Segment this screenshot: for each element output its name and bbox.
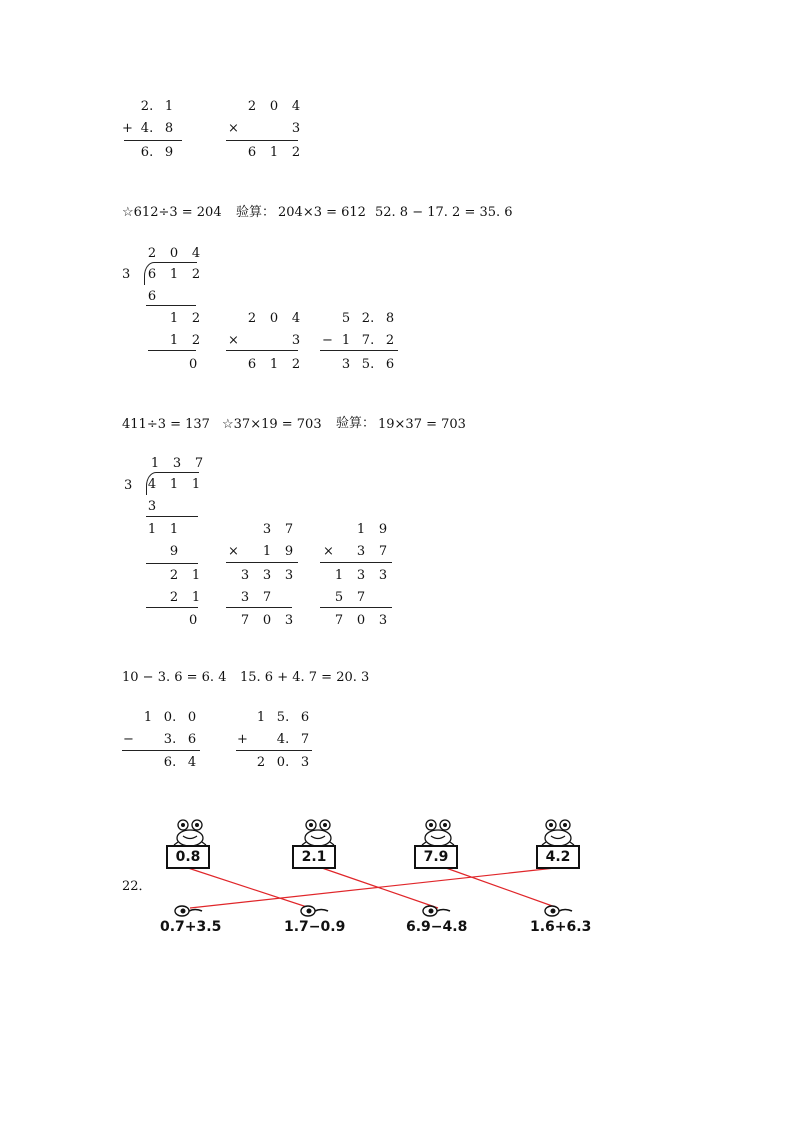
- digit: 6: [300, 710, 310, 725]
- frog-icon: [418, 816, 458, 846]
- divisor: 3: [122, 267, 131, 282]
- digit: 6: [385, 357, 395, 372]
- digit: 4: [147, 477, 157, 492]
- digit: 0: [262, 613, 272, 628]
- digit: 3: [172, 456, 182, 471]
- operator: −: [123, 732, 134, 747]
- tadpole-icon: [174, 904, 204, 918]
- digit: 6: [247, 145, 257, 160]
- digit: 2: [256, 755, 266, 770]
- frog-icon: [170, 816, 210, 846]
- digit: 7: [194, 456, 204, 471]
- verify-equation: 204×3 = 612: [278, 205, 366, 220]
- digit: 2.: [140, 99, 154, 114]
- digit: 2: [291, 145, 301, 160]
- digit: 7: [262, 590, 272, 605]
- digit: 7: [378, 544, 388, 559]
- digit: 1: [269, 357, 279, 372]
- divisor: 3: [124, 478, 133, 493]
- digit: 2: [247, 99, 257, 114]
- digit: 3: [147, 499, 157, 514]
- equation-411-div-3: 411÷3 = 137: [122, 417, 210, 432]
- digit: 2: [169, 590, 179, 605]
- digit: 3: [378, 613, 388, 628]
- digit: 3: [300, 755, 310, 770]
- digit: 1: [169, 267, 179, 282]
- digit: 7: [334, 613, 344, 628]
- digit: 1: [164, 99, 174, 114]
- tadpole-icon: [544, 904, 574, 918]
- digit: 3: [262, 522, 272, 537]
- digit: 8: [385, 311, 395, 326]
- digit: 7.: [361, 333, 375, 348]
- digit: 3: [291, 121, 301, 136]
- digit: 7: [300, 732, 310, 747]
- tadpole-icon: [422, 904, 452, 918]
- digit: 6: [247, 357, 257, 372]
- digit: 5: [334, 590, 344, 605]
- equation-612-div-3: ☆612÷3 = 204: [122, 205, 222, 220]
- digit: 6.: [163, 755, 177, 770]
- digit: 7: [356, 590, 366, 605]
- digit: 6: [147, 267, 157, 282]
- number-box: 2.1: [292, 845, 336, 869]
- expression: 0.7+3.5: [160, 919, 222, 935]
- digit: 3: [291, 333, 301, 348]
- digit: 1: [143, 710, 153, 725]
- digit: 2.: [361, 311, 375, 326]
- digit: 6.: [140, 145, 154, 160]
- digit: 2: [147, 246, 157, 261]
- digit: 7: [240, 613, 250, 628]
- digit: 3.: [163, 732, 177, 747]
- digit: 4: [291, 99, 301, 114]
- digit: 0: [356, 613, 366, 628]
- digit: 2: [191, 311, 201, 326]
- digit: 2: [385, 333, 395, 348]
- digit: 1: [169, 477, 179, 492]
- digit: 2: [169, 568, 179, 583]
- digit: 1: [256, 710, 266, 725]
- digit: 9: [164, 145, 174, 160]
- number-box: 4.2: [536, 845, 580, 869]
- expression: 1.7−0.9: [284, 919, 346, 935]
- digit: 0.: [163, 710, 177, 725]
- verify-label: 验算：: [236, 205, 276, 220]
- digit: 6: [147, 289, 157, 304]
- equation-10-minus-3-6: 10 − 3. 6 = 6. 4: [122, 670, 227, 685]
- operator: ×: [228, 121, 239, 136]
- digit: 4: [291, 311, 301, 326]
- digit: 8: [164, 121, 174, 136]
- digit: 1: [169, 311, 179, 326]
- digit: 3: [341, 357, 351, 372]
- digit: 1: [356, 522, 366, 537]
- remainder: 0: [189, 357, 198, 372]
- expression: 1.6+6.3: [530, 919, 592, 935]
- equation-15-6-plus-4-7: 15. 6 + 4. 7 = 20. 3: [240, 670, 370, 685]
- operator: −: [322, 333, 333, 348]
- digit: 6: [187, 732, 197, 747]
- digit: 3: [284, 568, 294, 583]
- digit: 3: [378, 568, 388, 583]
- digit: 0.: [276, 755, 290, 770]
- digit: 1: [191, 568, 201, 583]
- digit: 1: [169, 522, 179, 537]
- operator: +: [122, 121, 133, 136]
- digit: 4: [187, 755, 197, 770]
- digit: 0: [169, 246, 179, 261]
- digit: 0: [269, 311, 279, 326]
- digit: 0: [269, 99, 279, 114]
- digit: 2: [191, 267, 201, 282]
- equation-37-times-19: ☆37×19 = 703: [222, 417, 322, 432]
- digit: 3: [262, 568, 272, 583]
- tadpole-icon: [300, 904, 330, 918]
- digit: 3: [284, 613, 294, 628]
- digit: 3: [240, 590, 250, 605]
- digit: 1: [334, 568, 344, 583]
- digit: 2: [191, 333, 201, 348]
- digit: 2: [291, 357, 301, 372]
- digit: 0: [187, 710, 197, 725]
- digit: 2: [247, 311, 257, 326]
- digit: 1: [150, 456, 160, 471]
- verify-label: 验算：: [336, 416, 376, 431]
- digit: 9: [378, 522, 388, 537]
- digit: 1: [341, 333, 351, 348]
- operator: ×: [323, 544, 334, 559]
- number-box: 0.8: [166, 845, 210, 869]
- digit: 5: [341, 311, 351, 326]
- digit: 3: [356, 568, 366, 583]
- digit: 1: [262, 544, 272, 559]
- digit: 3: [356, 544, 366, 559]
- question-number: 22．: [122, 879, 152, 894]
- remainder: 0: [189, 613, 198, 628]
- digit: 4: [191, 246, 201, 261]
- frog-icon: [298, 816, 338, 846]
- expression: 6.9−4.8: [406, 919, 468, 935]
- digit: 5.: [276, 710, 290, 725]
- frog-icon: [538, 816, 578, 846]
- digit: 1: [169, 333, 179, 348]
- digit: 4.: [276, 732, 290, 747]
- subtraction-equation: 52. 8 − 17. 2 = 35. 6: [375, 205, 513, 220]
- operator: +: [237, 732, 248, 747]
- digit: 4.: [140, 121, 154, 136]
- digit: 9: [169, 544, 179, 559]
- digit: 1: [191, 590, 201, 605]
- digit: 7: [284, 522, 294, 537]
- verify-equation: 19×37 = 703: [378, 417, 466, 432]
- digit: 1: [269, 145, 279, 160]
- digit: 5.: [361, 357, 375, 372]
- operator: ×: [228, 544, 239, 559]
- number-box: 7.9: [414, 845, 458, 869]
- digit: 3: [240, 568, 250, 583]
- digit: 9: [284, 544, 294, 559]
- operator: ×: [228, 333, 239, 348]
- digit: 1: [191, 477, 201, 492]
- digit: 1: [147, 522, 157, 537]
- match-line-2.1: [322, 868, 438, 908]
